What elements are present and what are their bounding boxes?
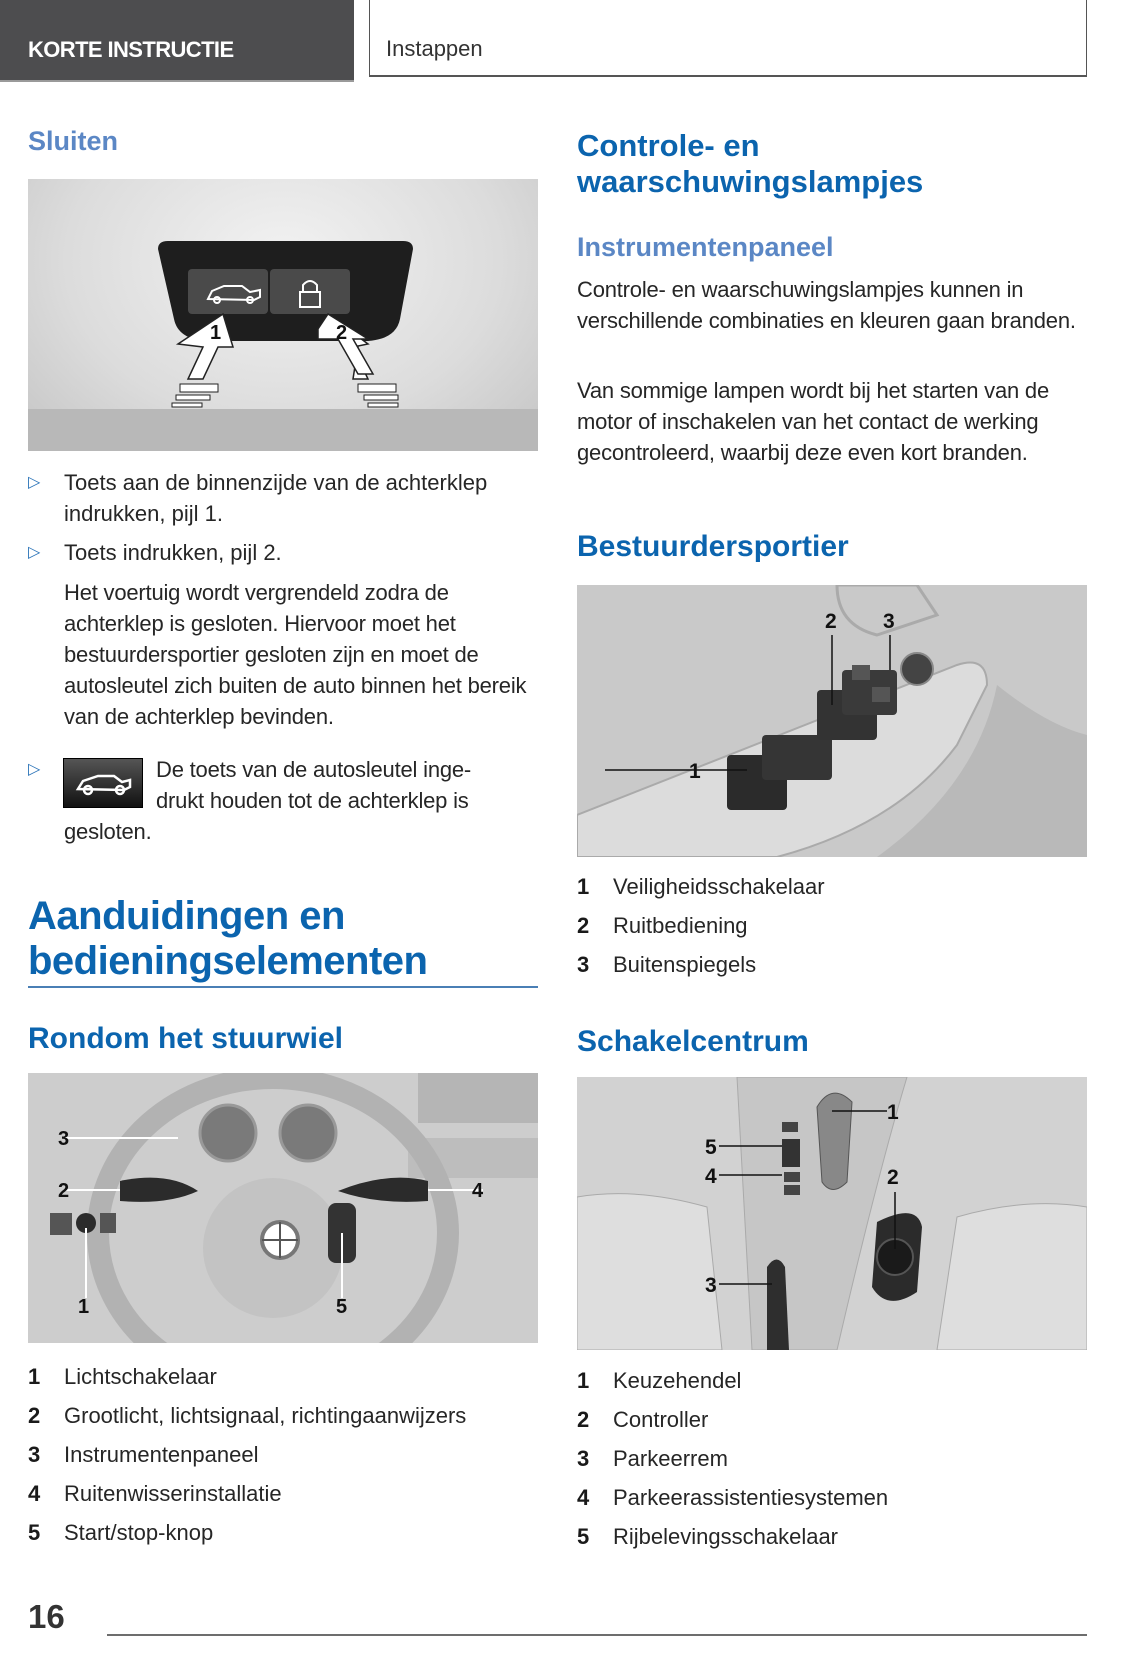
svg-text:2: 2 (825, 610, 837, 633)
svg-text:3: 3 (705, 1274, 717, 1297)
svg-text:1: 1 (887, 1101, 899, 1124)
svg-text:1: 1 (689, 760, 701, 783)
legend-row: 1 Veiligheidsschakelaar (577, 874, 825, 899)
legend-row: 3 Instrumentenpaneel (28, 1442, 259, 1467)
svg-text:4: 4 (472, 1180, 484, 1202)
key-note-line1: De toets van de autosleutel inge- (156, 757, 472, 782)
heading-controle: Controle- en waarschuwingslampjes (577, 128, 924, 199)
steering-legend (28, 1357, 538, 1552)
svg-text:3: 3 (58, 1128, 70, 1150)
controle-para-1: Controle- en waarschuwingslampjes kunnen in verschillende combinaties en kleuren gaan branden. (577, 277, 1076, 333)
bullet-triangle-icon: ▷ (28, 544, 41, 561)
svg-text:1: 1 (78, 1296, 90, 1318)
center-console-figure (577, 1077, 1087, 1350)
legend-row: 4 Parkeerassistentiesystemen (577, 1485, 889, 1510)
svg-text:4: 4 (705, 1165, 717, 1188)
svg-text:2: 2 (58, 1180, 70, 1202)
key-button-icon (63, 758, 143, 808)
legend-row: 1 Lichtschakelaar (28, 1364, 217, 1389)
svg-text:2: 2 (336, 322, 348, 344)
chapter-title: Aanduidingen en bedieningselementen (28, 894, 428, 983)
svg-text:2: 2 (887, 1166, 899, 1189)
key-note-line2: drukt houden tot de achterklep is (156, 788, 469, 813)
bullet-triangle-icon: ▷ (28, 474, 41, 491)
subsection-box (369, 0, 1087, 77)
steering-wheel-figure (28, 1073, 538, 1343)
legend-row: 1 Keuzehendel (577, 1368, 742, 1393)
svg-text:3: 3 (883, 610, 895, 633)
chapter-divider (28, 986, 538, 988)
heading-instrumentenpaneel: Instrumentenpaneel (577, 232, 834, 262)
legend-row: 4 Ruitenwisserinstallatie (28, 1481, 282, 1506)
footer-divider (107, 1634, 1087, 1636)
subsection-title: Instappen (386, 36, 483, 61)
section-tab (0, 0, 354, 82)
legend-row: 2 Controller (577, 1407, 709, 1432)
heading-schakelcentrum: Schakelcentrum (577, 1025, 809, 1058)
legend-row: 2 Grootlicht, lichtsignaal, richtingaanwijzers (28, 1403, 467, 1428)
driver-door-figure (577, 585, 1087, 857)
legend-row: 3 Buitenspiegels (577, 952, 757, 977)
svg-text:1: 1 (210, 322, 222, 344)
door-legend (577, 867, 1087, 984)
legend-row: 5 Start/stop-knop (28, 1520, 214, 1545)
tailgate-buttons-figure (28, 179, 538, 451)
heading-bestuurdersportier: Bestuurdersportier (577, 530, 849, 563)
legend-row: 5 Rijbelevingsschakelaar (577, 1524, 839, 1549)
svg-text:5: 5 (336, 1296, 348, 1318)
legend-row: 3 Parkeerrem (577, 1446, 728, 1471)
key-note-line3: gesloten. (64, 819, 152, 844)
car-tailgate-icon (64, 759, 142, 807)
heading-stuurwiel: Rondom het stuurwiel (28, 1022, 343, 1055)
console-legend (577, 1361, 1087, 1556)
heading-sluiten: Sluiten (28, 126, 119, 156)
legend-row: 2 Ruitbediening (577, 913, 748, 938)
section-title: KORTE INSTRUCTIE (28, 37, 234, 62)
bullet-triangle-icon: ▷ (28, 761, 41, 778)
page-number: 16 (28, 1598, 65, 1635)
controle-para-2: Van sommige lampen wordt bij het starten van de motor of inschakelen van het contact de werking gecontroleerd, waarbij deze even kort branden. (577, 378, 1050, 465)
lock-note: Het voertuig wordt vergrendeld zodra de achterklep is gesloten. Hiervoor moet het bestuurdersportier gesloten zijn en moet de autosleutel zich buiten de auto binnen het bereik van de achterklep bevinden. (64, 580, 527, 729)
svg-text:5: 5 (705, 1136, 717, 1159)
